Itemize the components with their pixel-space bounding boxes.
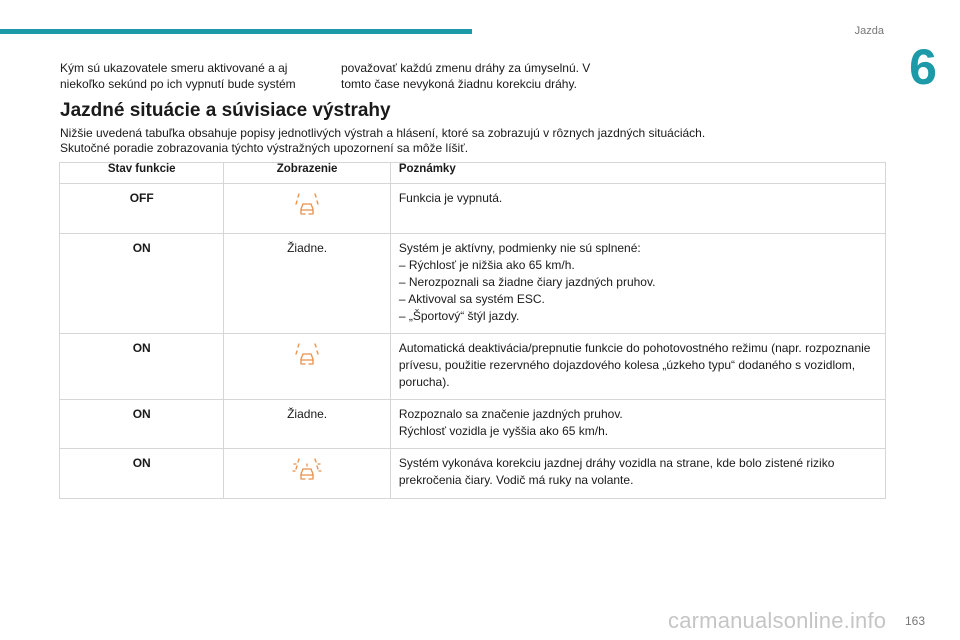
note-line: Funkcia je vypnutá.: [398, 191, 503, 205]
notes-cell: [390, 334, 885, 400]
page-number: 163: [905, 614, 926, 628]
note-line: Systém je aktívny, podmienky nie sú splnené:: [398, 241, 641, 255]
intro-text-right: považovať každú zmenu dráhy za úmyselnú. V tomto čase nevykoná žiadnu korekciu dráhy.: [341, 61, 591, 91]
column-header-display: Zobrazenie: [224, 163, 390, 184]
column-header-state: Stav funkcie: [60, 163, 224, 184]
note-line: – „Športový“ štýl jazdy.: [398, 309, 520, 323]
table-header-row: [60, 163, 886, 184]
notes-cell: [390, 234, 885, 334]
table-row: [60, 334, 886, 400]
chapter-name: Jazda: [854, 25, 884, 37]
lane-keep-off-icon: [292, 190, 322, 220]
note-line: – Rýchlosť je nižšia ako 65 km/h.: [398, 258, 575, 272]
display-cell: Žiadne.: [224, 400, 390, 449]
lane-keep-correcting-icon: [292, 455, 322, 485]
watermark: carmanualsonline.info: [668, 608, 887, 633]
description-line: Skutočné poradie zobrazovania týchto výstražných upozornení sa môže líšiť.: [60, 141, 469, 155]
state-cell: ON: [60, 400, 224, 449]
table-row: [60, 184, 886, 234]
display-cell: [224, 334, 390, 400]
state-cell: ON: [60, 449, 224, 499]
description-line: Nižšie uvedená tabuľka obsahuje popisy jednotlivých výstrah a hlásení, ktoré sa zobrazujú v rôznych jazdných situáciách.: [60, 126, 706, 140]
state-cell: ON: [60, 334, 224, 400]
table-row: [60, 400, 886, 449]
lane-keep-standby-icon: [292, 340, 322, 370]
intro-text-left: Kým sú ukazovatele smeru aktivované a aj niekoľko sekúnd po ich vypnutí bude systém: [60, 61, 296, 91]
column-header-notes: Poznámky: [390, 163, 885, 184]
warnings-table: [59, 162, 886, 499]
display-cell: [224, 184, 390, 234]
table-row: [60, 449, 886, 499]
table-row: [60, 234, 886, 334]
note-line: Rozpoznalo sa značenie jazdných pruhov.: [398, 407, 623, 421]
section-title: Jazdné situácie a súvisiace výstrahy: [60, 100, 391, 121]
notes-cell: [390, 400, 885, 449]
display-cell: [224, 449, 390, 499]
state-cell: OFF: [60, 184, 224, 234]
chapter-number: 6: [909, 39, 937, 95]
note-line: Automatická deaktivácia/prepnutie funkcie do pohotovostného režimu (napr. rozpoznanie prívesu, použitie rezervného dojazdového kolesa „úzkeho typu“ dodaného s vozidlom, porucha).: [398, 341, 871, 389]
display-cell: Žiadne.: [224, 234, 390, 334]
note-line: Rýchlosť vozidla je vyššia ako 65 km/h.: [398, 424, 609, 438]
notes-cell: [390, 449, 885, 499]
note-line: – Aktivoval sa systém ESC.: [398, 292, 545, 306]
note-line: Systém vykonáva korekciu jazdnej dráhy vozidla na strane, kde bolo zistené riziko prekročenia čiary. Vodič má ruky na volante.: [398, 456, 835, 487]
state-cell: ON: [60, 234, 224, 334]
section-description: [60, 126, 860, 156]
notes-cell: [390, 184, 885, 234]
note-line: – Nerozpoznali sa žiadne čiary jazdných pruhov.: [398, 275, 656, 289]
chapter-accent-bar: [0, 29, 472, 34]
